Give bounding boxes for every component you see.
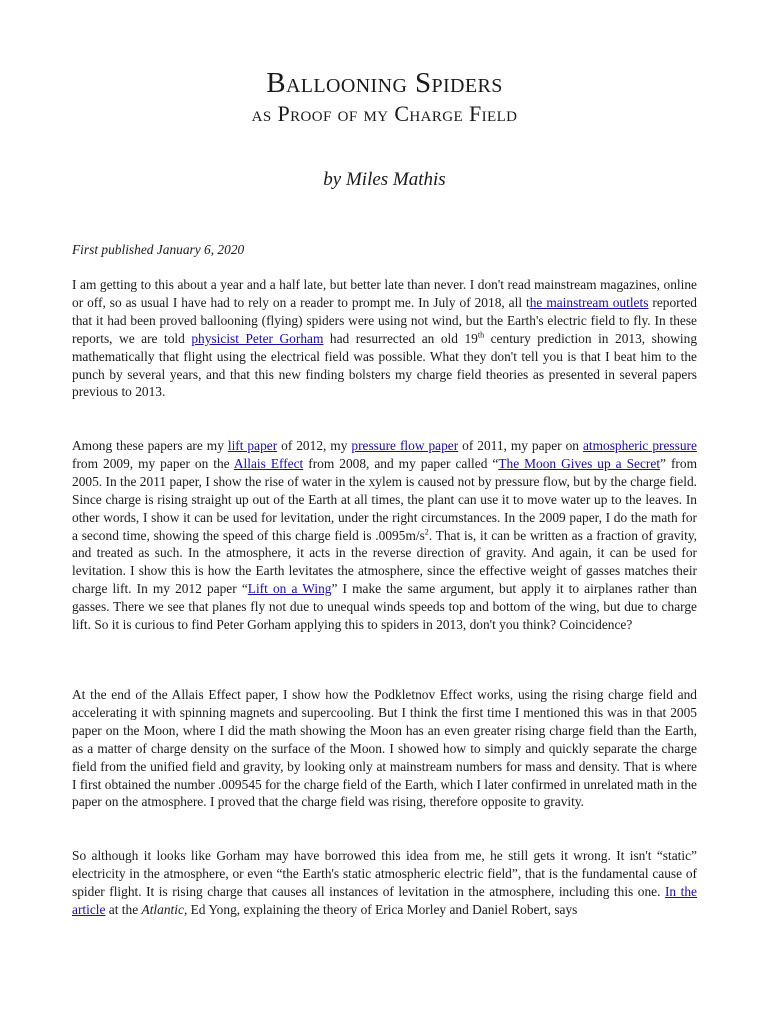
page-subtitle: as Proof of my Charge Field: [251, 101, 518, 126]
text-run: ” I make the same argument, but apply it to airplanes rather than gasses. There we see that planes fly not due to unequal winds speeds top and bottom of the wing, but due to charge lift. So it is curious to find Peter Gorham applying this to spiders in 2013, don't you think? Coincidence?: [72, 581, 697, 633]
link-lift-paper[interactable]: lift paper: [227, 438, 278, 453]
link-mainstream-outlets[interactable]: he mainstream outlets: [529, 294, 649, 310]
italic-publication: Atlantic: [141, 901, 184, 917]
text-run: ” from 2005. In the 2011 paper, I show the rise of water in the xylem is caused not by pressure flow, but by the charge field. Since charge is rising straight up out of the Earth at all times, the plant can use it to move water up to the leaves. In other words, I show it can be used for levitation, under the right circumstances. In the 2009 paper, I do the math for a second time, showing the speed of this charge field is .0095m/s: [72, 455, 697, 543]
superscript: th: [477, 330, 485, 340]
link-pressure-flow-paper[interactable]: pressure flow paper: [351, 438, 459, 453]
link-atmospheric-pressure[interactable]: atmospheric pressure: [582, 438, 697, 453]
paragraph-4: [72, 847, 697, 919]
link-moon-gives-up-a-secret[interactable]: The Moon Gives up a Secret: [498, 455, 661, 471]
text-run: of 2011, my paper on: [458, 438, 583, 453]
paragraph-1: [72, 276, 697, 401]
paragraph-2: [72, 437, 697, 634]
text-run: from 2009, my paper on the: [72, 455, 234, 471]
text-run: from 2008, and my paper called “: [303, 455, 499, 471]
publication-date: First published January 6, 2020: [72, 242, 245, 257]
text-run: had resurrected an old 19: [323, 330, 478, 346]
text-run: Among these papers are my: [72, 438, 228, 453]
text-run: of 2012, my: [277, 438, 352, 453]
link-in-the-article[interactable]: In the article: [72, 883, 697, 917]
text-run: So although it looks like Gorham may have borrowed this idea from me, he still gets it wrong. It isn't “static” electricity in the atmosphere, or even “the Earth's static atmospheric electric field”, that is the fundamental cause of spider flight. It is rising charge that causes all instances of levitation in the atmosphere, including this one.: [72, 848, 697, 899]
text-run: century prediction in 2013, showing mathematically that flight using the electrical field was possible. What they don't tell you is that I beat him to the punch by several years, and that this new finding bolsters my charge field theories as presented in several papers previous to 2013.: [72, 330, 698, 400]
link-lift-on-a-wing[interactable]: Lift on a Wing: [247, 581, 332, 597]
page-title: Ballooning Spiders: [266, 67, 503, 99]
text-run: I am getting to this about a year and a half late, but better late than never. I don't read mainstream magazines, online or off, so as usual I have had to rely on a reader to prompt me. In July of 2018, all t: [72, 277, 697, 310]
text-run: at the: [105, 901, 142, 917]
superscript: 2: [424, 527, 429, 537]
text-run: . That is, it can be written as a fraction of gravity, and treated as such. In the atmosphere, it acts in the reverse direction of gravity. And again, it can be used for levitation. I show this is how the Earth levitates the atmosphere, since the effective weight of gasses matches their charge lift. In my 2012 paper “: [72, 527, 698, 597]
text-run: reported that it had been proved ballooning (flying) spiders were using not wind, but the Earth's electric field to fly. In these reports, we are told: [72, 294, 697, 346]
paragraph-3: At the end of the Allais Effect paper, I show how the Podkletnov Effect works, using the rising charge field and accelerating it with spinning magnets and supercooling. But I think the first time I mentioned this was in that 2005 paper on the Moon, where I did the math showing the Moon has an even greater rising charge field than the Earth, as a matter of charge density on the surface of the Moon. I showed how to simply and quickly separate the charge field from the unified field and gravity, by looking only at mainstream numbers for mass and density. That is where I first obtained the number .009545 for the charge field of the Earth, which I later confirmed in unrelated math in the paper on the atmosphere. I proved that the charge field was rising, therefore opposite to gravity.: [72, 687, 697, 810]
text-run: , Ed Yong, explaining the theory of Erica Morley and Daniel Robert, says: [183, 901, 578, 917]
author-byline: by Miles Mathis: [323, 169, 446, 190]
link-physicist-peter-gorham[interactable]: physicist Peter Gorham: [191, 330, 324, 346]
link-allais-effect[interactable]: Allais Effect: [233, 455, 304, 471]
